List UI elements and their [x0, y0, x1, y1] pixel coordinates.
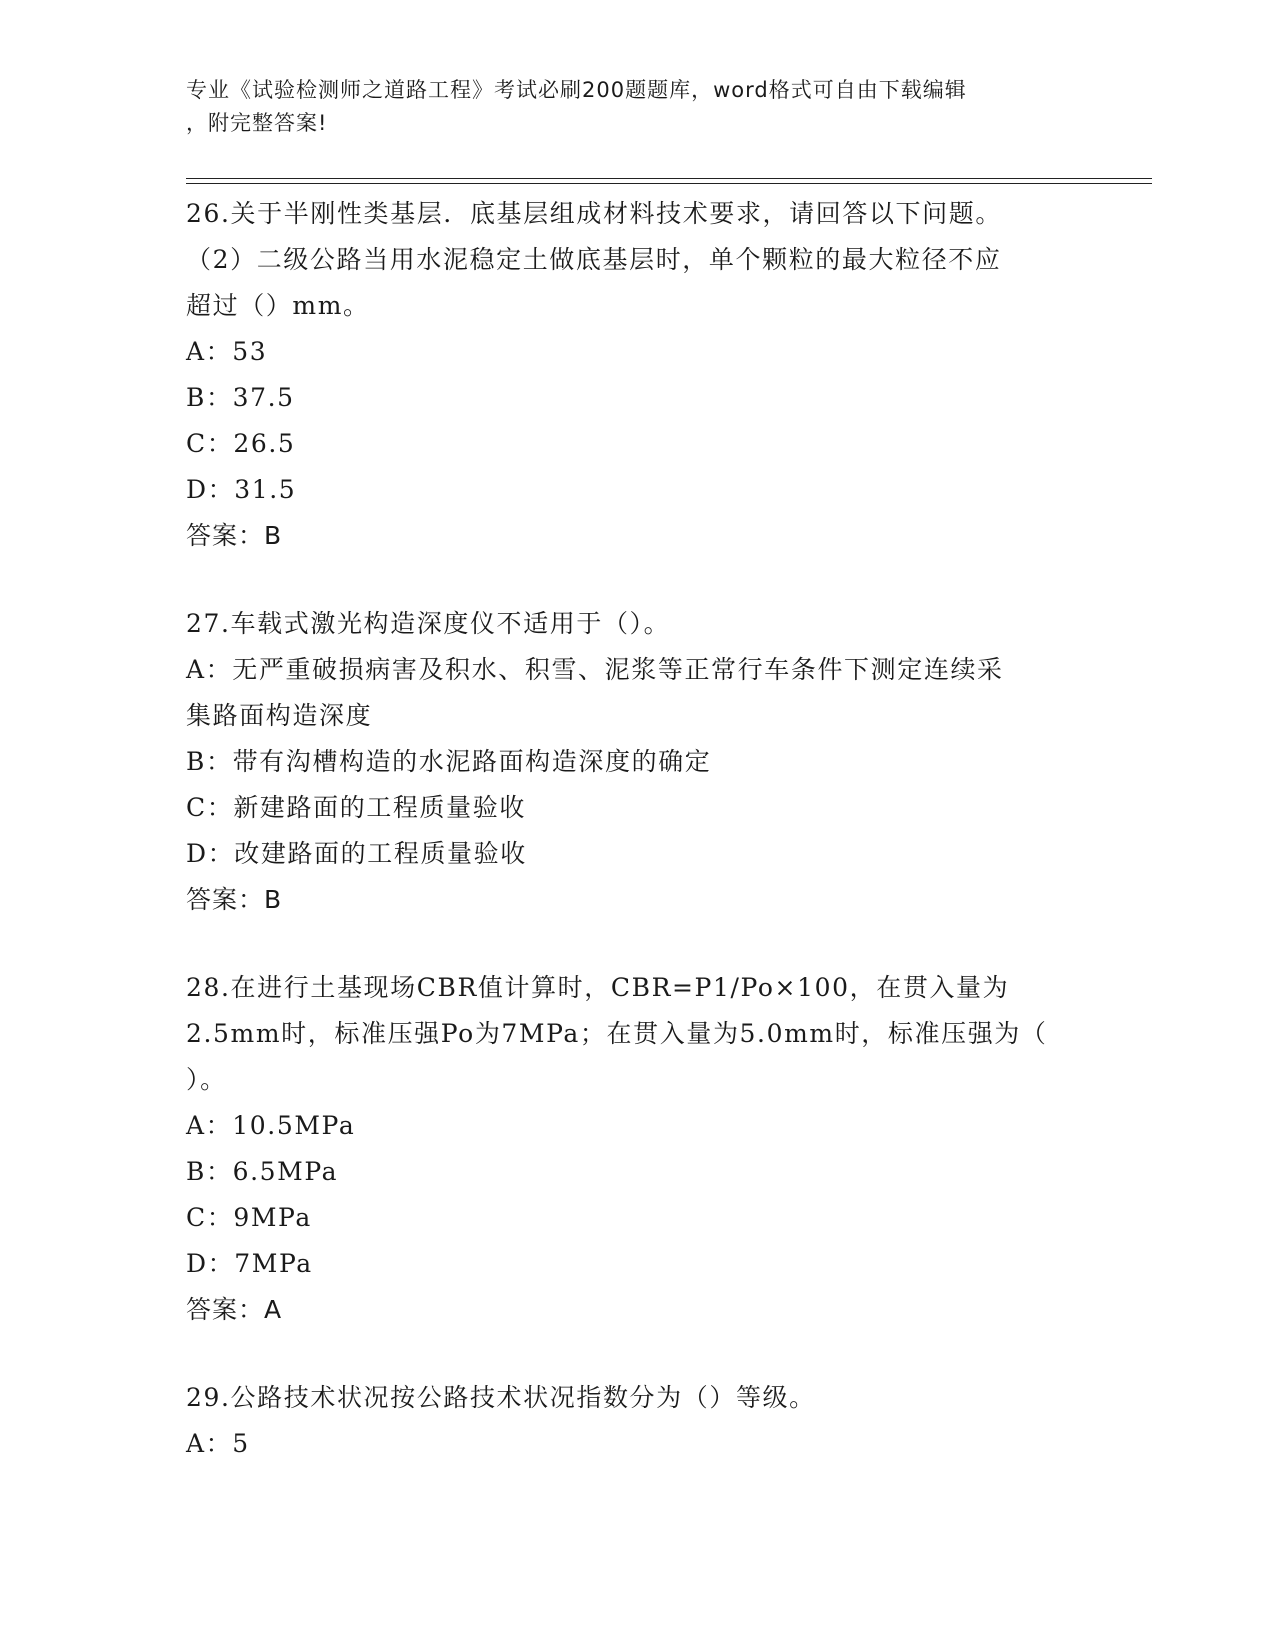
answer-text: 答案：B [186, 885, 283, 914]
question-text: 2.5mm时，标准压强Po为7MPa；在贯入量为5.0mm时，标准压强为（ [186, 1019, 1048, 1048]
question-block [186, 965, 1086, 1333]
option-text: B：带有沟槽构造的水泥路面构造深度的确定 [186, 747, 712, 776]
option-text: A：无严重破损病害及积水、积雪、泥浆等正常行车条件下测定连续采 [186, 655, 1004, 684]
header-divider-bottom [186, 183, 1152, 184]
question-text: 26.关于半刚性类基层．底基层组成材料技术要求，请回答以下问题。 [186, 199, 1002, 228]
question-text: 29.公路技术状况按公路技术状况指数分为（）等级。 [186, 1383, 816, 1412]
question-block [186, 601, 1086, 923]
question-spacer [186, 559, 1086, 601]
option-text: A：5 [186, 1429, 250, 1458]
option-text: 集路面构造深度 [186, 701, 373, 730]
question-text: （2）二级公路当用水泥稳定土做底基层时，单个颗粒的最大粒径不应 [186, 245, 1002, 274]
question-block [186, 191, 1086, 559]
option-text: C：9MPa [186, 1203, 312, 1232]
answer-text: 答案：A [186, 1295, 283, 1324]
option-text: B：6.5MPa [186, 1157, 339, 1186]
question-list [186, 191, 1086, 1467]
question-text: 超过（）mm。 [186, 291, 370, 320]
question-block [186, 1375, 1086, 1467]
option-text: D：31.5 [186, 475, 297, 504]
header-line-1: 专业《试验检测师之道路工程》考试必刷200题题库，word格式可自由下载编辑 [186, 78, 967, 102]
option-text: C：新建路面的工程质量验收 [186, 793, 526, 822]
question-spacer [186, 923, 1086, 965]
option-text: C：26.5 [186, 429, 296, 458]
question-text: 28.在进行土基现场CBR值计算时，CBR=P1/Po×100，在贯入量为 [186, 973, 1010, 1002]
header-line-2: ，附完整答案! [186, 111, 328, 135]
question-text: ）。 [186, 1065, 227, 1094]
option-text: A：10.5MPa [186, 1111, 356, 1140]
answer-text: 答案：B [186, 521, 283, 550]
question-spacer [186, 1333, 1086, 1375]
question-text: 27.车载式激光构造深度仪不适用于（）。 [186, 609, 671, 638]
header-divider-top [186, 178, 1152, 179]
option-text: D：改建路面的工程质量验收 [186, 839, 527, 868]
option-text: B：37.5 [186, 383, 295, 412]
document-header [186, 74, 1066, 140]
option-text: D：7MPa [186, 1249, 313, 1278]
option-text: A：53 [186, 337, 268, 366]
